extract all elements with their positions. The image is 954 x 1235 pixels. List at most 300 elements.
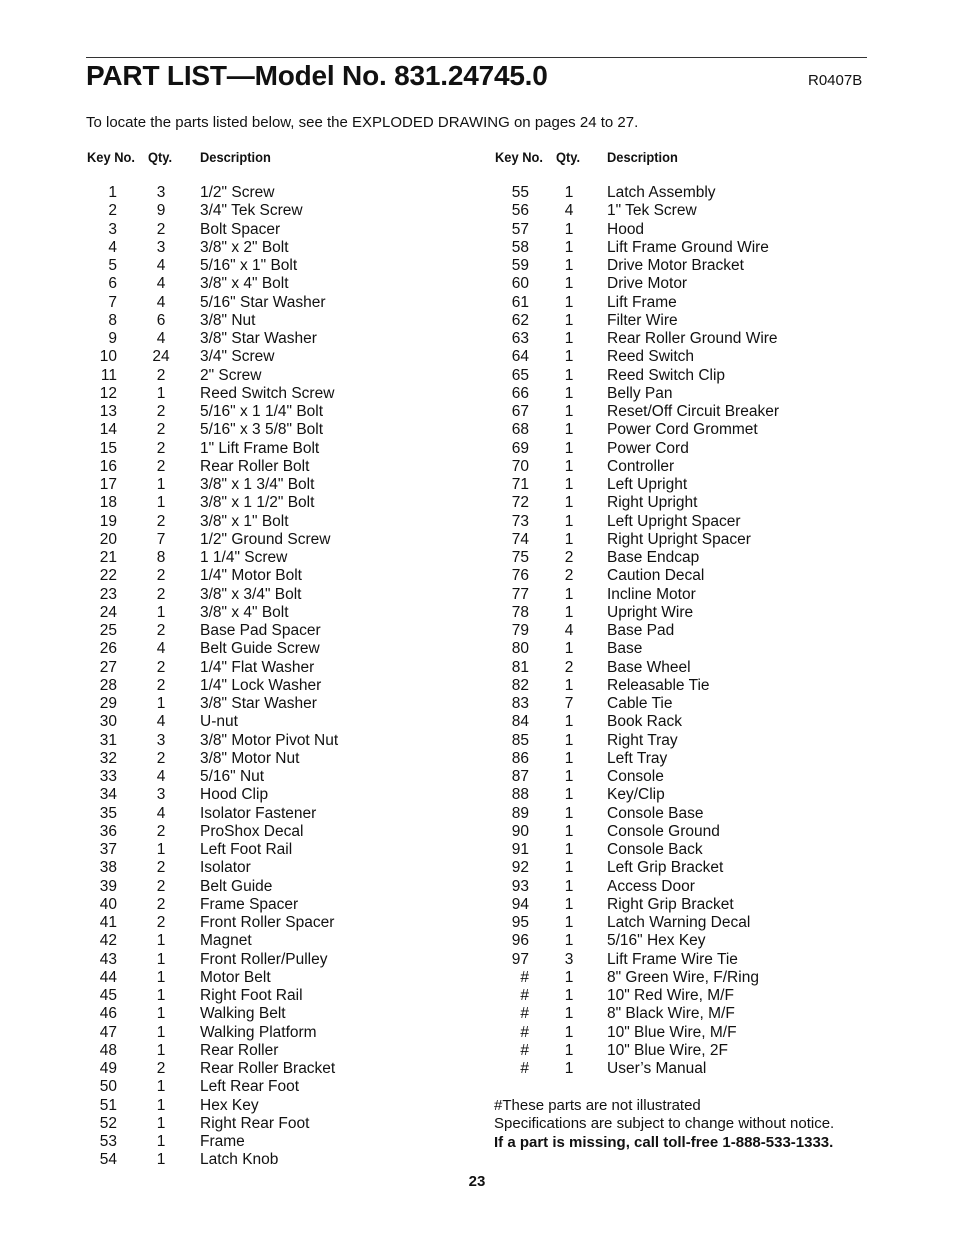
part-description: Lift Frame Ground Wire (607, 238, 769, 256)
part-qty: 2 (156, 622, 166, 639)
part-description: 5/16" x 1 1/4" Bolt (200, 403, 324, 420)
left-header-qty: Qty. (148, 149, 173, 165)
part-description: Motor Belt (200, 968, 271, 986)
part-qty: 1 (564, 530, 574, 548)
part-key-no: 79 (511, 622, 529, 639)
part-key-no: 5 (108, 257, 117, 274)
part-qty: 2 (156, 512, 166, 530)
part-qty: 1 (564, 585, 574, 603)
part-key-no: 28 (99, 676, 117, 694)
part-qty: 2 (156, 220, 166, 238)
part-key-no: 72 (511, 494, 529, 512)
part-key-no: 80 (511, 640, 529, 658)
part-description: Left Upright (607, 476, 688, 493)
part-key-no: 71 (511, 476, 529, 493)
right-header-key: Key No. (495, 149, 543, 165)
part-key-no: 17 (99, 476, 117, 493)
part-description: 3/8" Motor Nut (200, 749, 300, 767)
part-qty: 4 (156, 293, 166, 311)
part-description: Console Ground (607, 822, 720, 840)
part-description: Walking Belt (200, 1005, 286, 1023)
part-qty: 1 (564, 384, 574, 402)
part-description: Incline Motor (607, 585, 696, 603)
part-key-no: 41 (99, 914, 117, 931)
part-qty: 4 (156, 768, 166, 785)
part-key-no: 57 (511, 220, 529, 238)
part-description: 3/4" Tek Screw (200, 202, 303, 220)
part-qty: 8 (156, 549, 166, 566)
part-description: 2" Screw (200, 366, 262, 384)
part-key-no: 86 (511, 749, 529, 767)
part-qty: 2 (156, 914, 166, 931)
part-key-no: 81 (511, 658, 529, 676)
part-qty: 2 (156, 1060, 166, 1077)
right-header-qty: Qty. (556, 149, 581, 165)
part-key-no: 35 (99, 804, 117, 822)
part-description: Reed Switch Screw (200, 384, 335, 402)
part-key-no: 56 (511, 202, 529, 220)
part-key-no: 60 (511, 275, 529, 293)
part-description: Hex Key (200, 1096, 259, 1114)
part-qty: 1 (564, 768, 574, 785)
part-key-no: 82 (511, 676, 529, 694)
part-description: Right Upright (607, 494, 698, 512)
part-qty: 3 (156, 238, 166, 256)
page-title: PART LIST—Model No. 831.24745.0 (86, 60, 548, 91)
part-key-no: 61 (511, 293, 529, 311)
part-key-no: 62 (511, 311, 529, 329)
part-description: Left Rear Foot (200, 1078, 300, 1096)
part-description: ProShox Decal (200, 822, 304, 840)
part-key-no: 43 (99, 950, 117, 968)
part-description: Rear Roller Bracket (200, 1060, 336, 1077)
part-qty: 1 (564, 1041, 574, 1059)
part-description: Drive Motor Bracket (607, 257, 744, 274)
part-description: Walking Platform (200, 1023, 317, 1041)
part-key-no: 92 (511, 859, 529, 877)
part-key-no: # (520, 1041, 529, 1059)
top-rule (86, 57, 867, 58)
part-qty: 1 (564, 859, 574, 877)
part-description: Belt Guide Screw (200, 640, 320, 658)
part-description: Key/Clip (607, 786, 665, 804)
part-key-no: # (520, 968, 529, 986)
part-qty: 1 (156, 968, 166, 986)
part-description: Isolator Fastener (200, 804, 317, 822)
part-key-no: # (520, 1005, 529, 1023)
part-qty: 1 (156, 841, 166, 858)
part-key-no: 96 (511, 932, 529, 950)
part-qty: 1 (564, 968, 574, 986)
part-qty: 1 (156, 476, 166, 493)
part-description: Front Roller/Pulley (200, 950, 328, 968)
part-description: 5/16" Hex Key (607, 932, 706, 950)
part-description: Releasable Tie (607, 676, 710, 694)
part-description: 3/8" Motor Pivot Nut (200, 731, 339, 749)
part-description: Right Tray (607, 731, 678, 749)
part-description: Bolt Spacer (200, 220, 281, 238)
part-description: Front Roller Spacer (200, 914, 335, 931)
part-qty: 2 (156, 859, 166, 877)
part-qty: 1 (564, 932, 574, 950)
part-key-no: 38 (99, 859, 117, 877)
part-key-no: 74 (511, 530, 529, 548)
part-qty: 3 (564, 950, 574, 968)
part-key-no: 18 (99, 494, 117, 512)
part-qty: 2 (156, 822, 166, 840)
part-qty: 2 (156, 749, 166, 767)
page-number: 23 (468, 1173, 486, 1190)
part-key-no: 22 (99, 567, 117, 585)
part-key-no: 36 (99, 822, 117, 840)
part-description: 3/8" x 1" Bolt (200, 512, 289, 530)
part-qty: 2 (564, 549, 574, 566)
part-qty: 2 (564, 658, 574, 676)
part-description: Book Rack (607, 713, 682, 731)
part-description: Left Foot Rail (200, 841, 293, 858)
part-qty: 1 (156, 695, 166, 712)
part-key-no: 53 (99, 1133, 117, 1150)
part-description: Rear Roller (200, 1041, 279, 1059)
part-key-no: 47 (99, 1023, 117, 1041)
part-key-no: 69 (511, 439, 529, 457)
part-description: 5/16" x 1" Bolt (200, 257, 298, 274)
part-description: Base (607, 640, 643, 658)
part-key-no: 63 (511, 330, 529, 347)
part-key-no: 33 (99, 768, 117, 785)
part-qty: 1 (156, 384, 166, 402)
part-qty: 1 (564, 238, 574, 256)
part-qty: 1 (564, 676, 574, 694)
part-key-no: 25 (99, 622, 117, 639)
part-description: Belly Pan (607, 384, 673, 402)
part-description: 1/2" Screw (200, 184, 275, 201)
part-qty: 1 (564, 640, 574, 658)
part-qty: 1 (564, 457, 574, 475)
document-code: R0407B (808, 72, 863, 89)
part-key-no: 77 (511, 585, 529, 603)
part-description: Lift Frame Wire Tie (607, 950, 738, 968)
part-key-no: 26 (99, 640, 117, 658)
part-key-no: 24 (99, 603, 117, 621)
part-description: 1" Tek Screw (607, 202, 697, 220)
part-key-no: 84 (511, 713, 529, 731)
part-key-no: 68 (511, 421, 529, 439)
part-qty: 6 (156, 311, 166, 329)
part-description: 10" Blue Wire, 2F (607, 1041, 728, 1059)
part-qty: 1 (564, 804, 574, 822)
part-qty: 1 (564, 987, 574, 1004)
part-qty: 1 (156, 1114, 166, 1132)
part-description: 10" Red Wire, M/F (607, 987, 734, 1004)
part-key-no: 51 (99, 1096, 117, 1114)
part-description: U-nut (200, 713, 238, 731)
part-key-no: 13 (99, 403, 117, 420)
part-key-no: 59 (511, 257, 529, 274)
part-key-no: 46 (99, 1005, 117, 1023)
part-key-no: # (520, 1023, 529, 1041)
part-qty: 1 (156, 950, 166, 968)
part-qty: 1 (564, 895, 574, 913)
part-qty: 1 (156, 1151, 166, 1169)
part-description: Drive Motor (607, 275, 688, 293)
part-qty: 1 (564, 603, 574, 621)
part-key-no: 50 (99, 1078, 117, 1096)
part-description: Access Door (607, 877, 695, 895)
part-qty: 1 (564, 731, 574, 749)
part-qty: 1 (564, 220, 574, 238)
part-key-no: 40 (99, 895, 117, 913)
part-qty: 2 (156, 567, 166, 585)
part-description: Base Wheel (607, 658, 691, 676)
part-qty: 2 (156, 439, 166, 457)
part-key-no: 27 (99, 658, 117, 676)
not-illustrated-note: #These parts are not illustrated (494, 1097, 701, 1114)
specs-notice: Specifications are subject to change without notice. (494, 1115, 835, 1132)
part-key-no: 45 (99, 987, 117, 1004)
part-key-no: # (520, 1060, 529, 1077)
part-qty: 24 (152, 348, 170, 366)
part-qty: 3 (156, 184, 166, 201)
part-description: 3/8" x 4" Bolt (200, 275, 289, 293)
part-description: 8" Green Wire, F/Ring (607, 968, 759, 986)
part-description: 5/16" Star Washer (200, 293, 326, 311)
part-qty: 3 (156, 786, 166, 804)
part-description: 5/16" Nut (200, 768, 265, 785)
part-qty: 1 (564, 713, 574, 731)
part-description: 3/8" x 3/4" Bolt (200, 585, 302, 603)
part-key-no: 88 (511, 786, 529, 804)
right-header-desc: Description (607, 149, 678, 165)
part-key-no: 85 (511, 731, 529, 749)
part-description: Filter Wire (607, 311, 678, 329)
part-description: 1/4" Lock Washer (200, 676, 322, 694)
part-description: Cable Tie (607, 695, 673, 712)
left-header-key: Key No. (87, 149, 135, 165)
part-description: Lift Frame (607, 293, 677, 311)
part-qty: 1 (564, 439, 574, 457)
part-qty: 9 (156, 202, 166, 220)
part-description: Right Grip Bracket (607, 895, 734, 913)
part-qty: 1 (564, 1023, 574, 1041)
part-qty: 1 (156, 1005, 166, 1023)
part-description: 1/4" Flat Washer (200, 658, 315, 676)
part-description: Rear Roller Ground Wire (607, 330, 778, 347)
part-description: Base Endcap (607, 549, 700, 566)
part-qty: 1 (564, 293, 574, 311)
part-key-no: 93 (511, 877, 529, 895)
part-key-no: 95 (511, 914, 529, 931)
part-qty: 1 (156, 494, 166, 512)
part-description: Magnet (200, 932, 252, 950)
part-key-no: 20 (99, 530, 117, 548)
part-qty: 1 (564, 512, 574, 530)
part-description: Base Pad Spacer (200, 622, 321, 639)
part-description: 3/8" Star Washer (200, 330, 317, 347)
part-qty: 1 (564, 311, 574, 329)
part-key-no: 42 (99, 932, 117, 950)
part-key-no: 14 (99, 421, 117, 439)
part-qty: 1 (564, 877, 574, 895)
part-qty: 2 (156, 676, 166, 694)
part-key-no: 87 (511, 768, 529, 785)
part-qty: 1 (564, 1005, 574, 1023)
part-qty: 1 (156, 1041, 166, 1059)
part-description: 8" Black Wire, M/F (607, 1005, 735, 1023)
part-qty: 1 (564, 421, 574, 439)
part-key-no: 49 (99, 1060, 117, 1077)
part-qty: 1 (156, 1023, 166, 1041)
part-description: 1" Lift Frame Bolt (200, 439, 320, 457)
part-description: Latch Warning Decal (607, 914, 751, 931)
missing-part-notice: If a part is missing, call toll-free 1-888-533-1333. (494, 1134, 834, 1151)
part-qty: 1 (564, 822, 574, 840)
part-description: 3/8" x 1 3/4" Bolt (200, 476, 315, 493)
part-qty: 1 (564, 330, 574, 347)
left-header-desc: Description (200, 149, 271, 165)
part-key-no: 19 (99, 512, 117, 530)
part-key-no: 89 (511, 804, 529, 822)
part-qty: 4 (564, 202, 574, 220)
part-description: 1/2" Ground Screw (200, 530, 331, 548)
part-key-no: 39 (99, 877, 117, 895)
part-description: Latch Assembly (607, 184, 716, 201)
part-description: 3/4" Screw (200, 348, 275, 366)
part-qty: 2 (156, 585, 166, 603)
part-qty: 4 (564, 622, 574, 639)
part-qty: 1 (564, 275, 574, 293)
part-qty: 1 (156, 987, 166, 1004)
part-key-no: 21 (99, 549, 117, 566)
part-key-no: 52 (99, 1114, 117, 1132)
part-qty: 1 (564, 1060, 574, 1077)
part-key-no: 37 (99, 841, 117, 858)
part-qty: 2 (156, 457, 166, 475)
part-qty: 1 (564, 257, 574, 274)
part-qty: 1 (564, 366, 574, 384)
part-description: Frame (200, 1133, 245, 1150)
part-key-no: 90 (511, 822, 529, 840)
part-key-no: 6 (108, 275, 117, 293)
part-qty: 4 (156, 713, 166, 731)
part-key-no: 30 (99, 713, 117, 731)
part-qty: 4 (156, 330, 166, 347)
part-description: Caution Decal (607, 567, 705, 585)
part-qty: 2 (156, 403, 166, 420)
part-key-no: 67 (511, 403, 529, 420)
part-description: Upright Wire (607, 603, 694, 621)
part-description: Right Upright Spacer (607, 530, 751, 548)
part-qty: 7 (564, 695, 574, 712)
part-key-no: 2 (108, 202, 117, 220)
part-qty: 1 (156, 1133, 166, 1150)
part-qty: 2 (156, 421, 166, 439)
part-description: 3/8" Star Washer (200, 695, 317, 712)
part-key-no: 48 (99, 1041, 117, 1059)
part-key-no: 23 (99, 585, 117, 603)
part-description: Console Base (607, 804, 704, 822)
part-key-no: 31 (99, 731, 117, 749)
part-description: 1 1/4" Screw (200, 549, 288, 566)
part-description: Rear Roller Bolt (200, 457, 310, 475)
part-description: Power Cord Grommet (607, 421, 758, 439)
part-description: Isolator (200, 859, 251, 877)
part-qty: 2 (564, 567, 574, 585)
part-key-no: 9 (108, 330, 117, 347)
part-key-no: 55 (511, 184, 529, 201)
part-key-no: 64 (511, 348, 529, 366)
part-key-no: 4 (108, 238, 117, 256)
part-description: 3/8" x 2" Bolt (200, 238, 289, 256)
part-qty: 1 (564, 184, 574, 201)
intro-text: To locate the parts listed below, see the EXPLODED DRAWING on pages 24 to 27. (86, 114, 639, 131)
part-description: Console (607, 768, 664, 785)
part-description: Latch Knob (200, 1151, 279, 1169)
part-key-no: 65 (511, 366, 529, 384)
part-qty: 1 (156, 603, 166, 621)
part-key-no: 3 (108, 220, 117, 238)
part-qty: 4 (156, 804, 166, 822)
part-key-no: 10 (99, 348, 117, 366)
part-qty: 1 (564, 348, 574, 366)
part-key-no: 54 (99, 1151, 117, 1169)
part-description: Left Upright Spacer (607, 512, 741, 530)
part-qty: 2 (156, 658, 166, 676)
part-qty: 1 (564, 476, 574, 493)
part-key-no: 73 (511, 512, 529, 530)
part-qty: 1 (564, 786, 574, 804)
part-key-no: 34 (99, 786, 117, 804)
part-qty: 1 (564, 403, 574, 420)
part-qty: 2 (156, 895, 166, 913)
part-qty: 2 (156, 877, 166, 895)
part-qty: 2 (156, 366, 166, 384)
part-key-no: 75 (511, 549, 529, 566)
part-description: 3/8" x 4" Bolt (200, 603, 289, 621)
part-qty: 3 (156, 731, 166, 749)
part-qty: 1 (156, 1078, 166, 1096)
part-qty: 1 (156, 932, 166, 950)
part-description: 3/8" Nut (200, 311, 256, 329)
part-description: Console Back (607, 841, 703, 858)
part-description: 5/16" x 3 5/8" Bolt (200, 421, 324, 439)
part-key-no: 76 (511, 567, 529, 585)
part-key-no: 94 (511, 895, 529, 913)
part-description: Right Rear Foot (200, 1114, 310, 1132)
part-description: Hood Clip (200, 786, 269, 804)
part-key-no: 11 (100, 366, 117, 384)
part-description: 1/4" Motor Bolt (200, 567, 302, 585)
part-description: Right Foot Rail (200, 987, 303, 1004)
part-description: Reset/Off Circuit Breaker (607, 403, 779, 420)
part-key-no: 97 (511, 950, 529, 968)
part-key-no: 44 (99, 968, 117, 986)
part-description: Left Tray (607, 749, 668, 767)
part-key-no: 29 (99, 695, 117, 712)
part-description: Reed Switch (607, 348, 695, 366)
part-key-no: 8 (108, 311, 117, 329)
part-description: Controller (607, 457, 675, 475)
part-qty: 4 (156, 640, 166, 658)
part-key-no: 70 (511, 457, 529, 475)
part-description: Frame Spacer (200, 895, 299, 913)
part-description: User’s Manual (607, 1060, 707, 1077)
part-qty: 4 (156, 275, 166, 293)
part-key-no: 7 (108, 293, 117, 311)
part-description: Hood (607, 220, 645, 238)
part-qty: 7 (156, 530, 166, 548)
part-description: Base Pad (607, 622, 675, 639)
